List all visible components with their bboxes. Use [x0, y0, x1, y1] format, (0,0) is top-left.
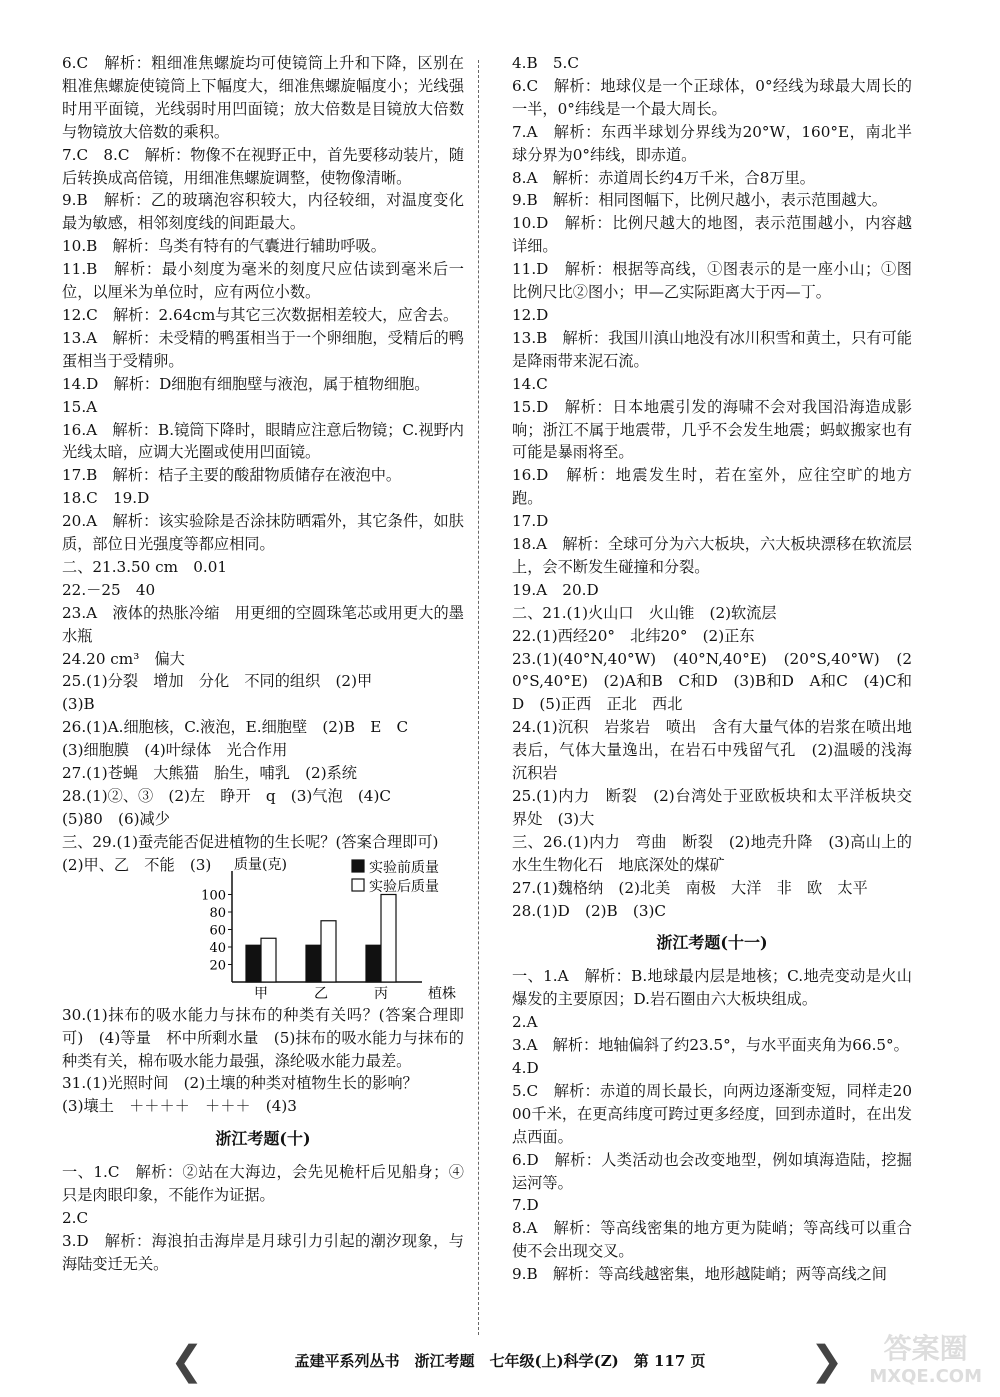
answer-item: 10.B 解析：鸟类有特有的气囊进行辅助呼吸。 — [62, 237, 386, 256]
bar-before — [366, 945, 381, 982]
answer-item: 27.(1)苍蝇 大熊猫 胎生，哺乳 (2)系统 — [62, 764, 357, 783]
right-column — [512, 52, 928, 1286]
answer-item: 23.(1)(40°N,40°W) (40°N,40°E) (20°S,40°W) (20°S,40°E) (2)A和B C和D (3)B和D A和C (4)C和D (5)正西 正北 西北 — [512, 649, 912, 714]
answer-item: 5.C 解析：赤道的周长最长，向两边逐渐变短，同样走2000千米，在更高纬度可跨过更多经度，回到赤道时，在出发点西面。 — [512, 1081, 912, 1146]
legend-label: 实验后质量 — [369, 878, 439, 895]
answer-item: 7.A 解析：东西半球划分界线为20°W，160°E，南北半球分界为0°纬线，即赤道。 — [512, 122, 912, 164]
answer-item: 三、29.(1)蚕壳能否促进植物的生长呢？(答案合理即可) — [62, 832, 439, 851]
answer-item: 28.(1)②、③ (2)左 睁开 q (3)气泡 (4)C — [62, 787, 391, 805]
answer-item: 13.A 解析：未受精的鸭蛋相当于一个卵细胞，受精后的鸭蛋相当于受精卵。 — [62, 328, 464, 370]
answer-item: 22.(1)西经20° 北纬20° (2)正东 — [512, 626, 755, 645]
item-29-prefix: (2)甲、乙 不能 (3) — [62, 855, 212, 874]
legend-swatch — [352, 879, 364, 891]
bar-before — [246, 945, 261, 982]
category-label: 丙 — [374, 985, 388, 1002]
column-divider — [478, 60, 479, 1335]
left-answer-list-bottom — [62, 1004, 464, 1119]
answer-item: 10.D 解析：比例尺越大的地图，表示范围越小，内容越详细。 — [512, 214, 912, 256]
bar-before — [306, 945, 321, 982]
answer-item: 7.C 8.C 解析：物像不在视野正中，首先要移动装片，随后转换成高倍镜，用细准焦螺旋调整，使物像清晰。 — [62, 145, 464, 187]
answer-item: 8.A 解析：等高线密集的地方更为陡峭；等高线可以重合使不会出现交叉。 — [512, 1219, 912, 1261]
watermark-line1: 答案圈 — [883, 1332, 968, 1365]
answer-item: 3.A 解析：地轴偏斜了约23.5°，与水平面夹角为66.5°。 — [512, 1036, 909, 1055]
answer-item: 4.B 5.C — [512, 54, 579, 72]
section-11-list — [512, 965, 912, 1286]
answer-item: 9.B 解析：乙的玻璃泡容积较大，内径较细，对温度变化最为敏感，相邻刻度线的间距最大。 — [62, 191, 464, 233]
answer-item: 9.B 解析：等高线越密集，地形越陡峭；两等高线之间 — [512, 1265, 887, 1284]
y-tick-label: 100 — [201, 888, 226, 904]
category-label: 甲 — [254, 985, 268, 1002]
y-axis-label: 质量(克) — [234, 856, 287, 873]
watermark-line2: MXQE.COM — [869, 1366, 982, 1387]
answer-item: 7.D — [512, 1196, 539, 1215]
answer-item: 9.B 解析：相同图幅下，比例尺越小，表示范围越大。 — [512, 191, 887, 210]
y-tick-label: 20 — [209, 958, 226, 974]
bar-after — [261, 938, 276, 982]
prev-arrow-icon: ❮ — [170, 1338, 204, 1384]
answer-item: 17.D — [512, 512, 549, 531]
answer-item: 11.D 解析：根据等高线，①图表示的是一座小山；①图比例尺比②图小；甲—乙实际距离大于丙—丁。 — [512, 260, 912, 302]
section-10-list — [62, 1161, 464, 1276]
answer-item: 18.C 19.D — [62, 489, 150, 508]
answer-item: (3)细胞膜 (4)叶绿体 光合作用 — [62, 741, 288, 760]
answer-item: 24.20 cm³ 偏大 — [62, 649, 185, 668]
answer-item: 16.D 解析：地震发生时，若在室外，应往空旷的地方跑。 — [512, 466, 912, 508]
answer-item: 23.A 液体的热胀冷缩 用更细的空圆珠笔芯或用更大的墨水瓶 — [62, 603, 464, 645]
right-answer-list — [512, 52, 928, 922]
legend-label: 实验前质量 — [369, 859, 439, 876]
next-arrow-icon: ❯ — [810, 1338, 844, 1384]
answer-item: 28.(1)D (2)B (3)C — [512, 901, 667, 920]
answer-item: 15.A — [62, 397, 98, 416]
answer-item: 4.D — [512, 1058, 539, 1077]
bar-after — [381, 894, 396, 982]
answer-item: 17.B 解析：桔子主要的酸甜物质储存在液泡中。 — [62, 466, 402, 485]
answer-item: 27.(1)魏格纳 (2)北美 南极 大洋 非 欧 太平 — [512, 878, 868, 897]
x-axis-label: 植株 — [428, 985, 456, 1002]
y-tick-label: 80 — [209, 905, 226, 921]
answer-item: 二、21.3.50 cm 0.01 — [62, 557, 228, 576]
category-label: 乙 — [314, 985, 328, 1002]
answer-item: 6.D 解析：人类活动也会改变地型，例如填海造陆，挖掘运河等。 — [512, 1150, 912, 1192]
chart-svg — [62, 854, 464, 1004]
answer-item: 二、21.(1)火山口 火山锥 (2)软流层 — [512, 603, 777, 622]
left-column — [62, 52, 464, 1276]
watermark-logo — [869, 1332, 982, 1391]
answer-item: 8.A 解析：赤道周长约4万千米，合8万里。 — [512, 168, 815, 187]
answer-item: 一、1.A 解析：B.地球最内层是地核；C.地壳变动是火山爆发的主要原因；D.岩石圈由六大板块组成。 — [512, 967, 912, 1009]
answer-item: 三、26.(1)内力 弯曲 断裂 (2)地壳升降 (3)高山上的水生生物化石 地底深处的煤矿 — [512, 832, 912, 874]
answer-item: 18.A 解析：全球可分为六大板块，六大板块漂移在软流层上，会不断发生碰撞和分裂。 — [512, 535, 912, 576]
answer-item: 13.B 解析：我国川滇山地没有冰川积雪和黄土，只有可能是降雨带来泥石流。 — [512, 328, 912, 370]
left-answer-list-top — [62, 52, 464, 854]
legend-swatch — [352, 860, 364, 872]
answer-item: 2.A — [512, 1013, 538, 1032]
answer-item: 24.(1)沉积 岩浆岩 喷出 含有大量气体的岩浆在喷出地表后，气体大量逸出，在岩石中残留气孔 (2)温暖的浅海 沉积岩 — [512, 718, 928, 783]
section-10-title: 浙江考题(十) — [215, 1129, 311, 1149]
answer-item: 25.(1)内力 断裂 (2)台湾处于亚欧板块和太平洋板块交界处 (3)大 — [512, 787, 912, 828]
answer-item: 12.D — [512, 305, 549, 324]
answer-item: 30.(1)抹布的吸水能力与抹布的种类有关吗？(答案合理即可) (4)等量 杯中所剩水量 (5)抹布的吸水能力与抹布的种类有关，棉布吸水能力最强，涤纶吸水能力最差。 — [62, 1005, 464, 1070]
answer-item: 6.C 解析：地球仪是一个正球体，0°经线为球最大周长的一半，0°纬线是一个最大周长。 — [512, 76, 912, 118]
answer-item: 15.D 解析：日本地震引发的海啸不会对我国沿海造成影响；浙江不属于地震带，几乎不会发生地震；蚂蚁搬家也有可能是暴雨将至。 — [512, 397, 912, 462]
page-footer: 孟建平系列丛书 浙江考题 七年级(上)科学(Z) 第 117 页 — [294, 1352, 706, 1370]
answer-item: 14.C — [512, 374, 548, 393]
answer-item: (3)B — [62, 695, 95, 714]
section-11-title: 浙江考题(十一) — [656, 933, 768, 953]
mass-bar-chart — [62, 854, 464, 1004]
answer-item: 12.C 解析：2.64cm与其它三次数据相差较大，应舍去。 — [62, 305, 459, 324]
answer-item: 25.(1)分裂 增加 分化 不同的组织 (2)甲 — [62, 672, 373, 691]
answer-item: 31.(1)光照时间 (2)土壤的种类对植物生长的影响？ — [62, 1074, 418, 1093]
answer-item: 11.B 解析：最小刻度为毫米的刻度尺应估读到毫米后一位，以厘米为单位时，应有两位小数。 — [62, 260, 464, 302]
bar-after — [321, 920, 336, 981]
answer-item: 16.A 解析：B.镜筒下降时，眼睛应注意后物镜；C.视野内光线太暗，应调大光圈或使用凹面镜。 — [62, 420, 464, 462]
answer-item: (3)壤土 ＋＋＋＋ ＋＋＋ (4)3 — [62, 1097, 297, 1116]
answer-item: 3.D 解析：海浪拍击海岸是月球引力引起的潮汐现象，与海陆变迁无关。 — [62, 1231, 464, 1273]
answer-item: (5)80 (6)减少 — [62, 809, 170, 828]
y-tick-label: 40 — [209, 940, 226, 956]
answer-item: 一、1.C 解析：②站在大海边，会先见桅杆后见船身；④只是肉眼印象，不能作为证据。 — [62, 1163, 464, 1205]
answer-item: 2.C — [62, 1208, 89, 1227]
answer-item: 6.C 解析：粗细准焦螺旋均可使镜筒上升和下降，区别在粗准焦螺旋使镜筒上下幅度大，细准焦螺旋幅度小；光线强时用平面镜，光线弱时用凹面镜；放大倍数是目镜放大倍数与物镜放大倍数的乘积。 — [62, 54, 464, 141]
answer-item: 20.A 解析：该实验除是否涂抹防晒霜外，其它条件，如肤质，部位日光强度等都应相同。 — [62, 512, 464, 554]
answer-item: 19.A 20.D — [512, 580, 599, 599]
answer-item: 22.－25 40 — [62, 580, 156, 599]
answer-item: 14.D 解析：D细胞有细胞壁与液泡，属于植物细胞。 — [62, 374, 430, 393]
y-tick-label: 60 — [209, 923, 226, 939]
answer-item: 26.(1)A.细胞核，C.液泡，E.细胞壁 (2)B E C — [62, 718, 409, 737]
